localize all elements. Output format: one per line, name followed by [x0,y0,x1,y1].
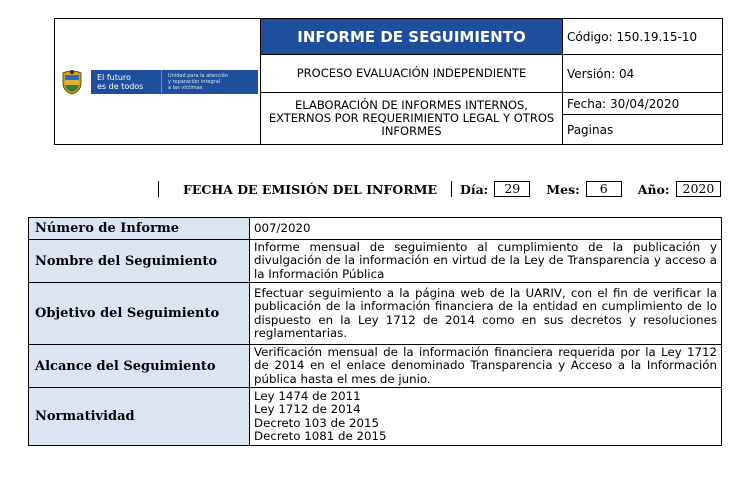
document-pages: Paginas [563,115,723,145]
logo-main-text: El futuro es de todos [91,70,161,94]
normatividad-label: Normatividad [29,388,250,446]
divider [158,181,159,197]
document-title: INFORME DE SEGUIMIENTO [261,19,563,55]
month-label: Mes: [546,182,580,197]
table-row [29,218,722,240]
procedure-name: ELABORACIÓN DE INFORMES INTERNOS, EXTERNOS POR REQUERIMIENTO LEGAL Y OTROS INFORMES [261,93,563,145]
document-code: Código: 150.19.15-10 [563,19,723,55]
objetivo-label: Objetivo del Seguimiento [29,283,250,345]
table-row [29,345,722,388]
document-header [54,18,723,145]
numero-label: Número de Informe [29,218,250,240]
alcance-value: Verificación mensual de la información financiera requerida por la Ley 1712 de 2014 en el enlace denominado Transparencia y Acceso a la Información pública hasta el mes de junio. [250,345,722,388]
process-name: PROCESO EVALUACIÓN INDEPENDIENTE [261,55,563,93]
objetivo-value: Efectuar seguimiento a la página web de la UARIV, con el fin de verificar la publicación de la información financiera de la entidad en cumplimiento de lo dispuesto en la Ley 1712 de 2014 como en sus decretos y resoluciones reglamentarias. [250,283,722,345]
year-label: Año: [637,182,670,197]
emission-date-bar [158,181,721,197]
emission-date-label: FECHA DE EMISIÓN DEL INFORME [183,181,452,197]
nombre-value: Informe mensual de seguimiento al cumplimiento de la publicación y divulgación de la información en virtud de la Ley de Transparencia y acceso a la Información Pública [250,240,722,283]
list-item: Ley 1474 de 2011 [254,388,361,403]
logo-sub-text: Unidad para la atención y reparación integral a las víctimas [161,70,258,94]
colombia-coat-of-arms-icon [61,69,83,95]
nombre-label: Nombre del Seguimiento [29,240,250,283]
list-item: Decreto 103 de 2015 [254,415,380,430]
year-value: 2020 [676,181,722,197]
table-row [29,283,722,345]
alcance-label: Alcance del Seguimiento [29,345,250,388]
day-value: 29 [494,181,530,197]
logo [55,69,260,95]
list-item: Ley 1712 de 2014 [254,402,361,416]
document-date: Fecha: 30/04/2020 [563,93,723,115]
logo-cell [55,19,261,145]
normatividad-list [250,388,722,446]
document-version: Versión: 04 [563,55,723,93]
report-details-table [28,217,722,446]
month-value: 6 [586,181,622,197]
day-label: Día: [459,182,489,197]
table-row [29,240,722,283]
list-item: Decreto 1081 de 2015 [254,429,387,443]
table-row [29,388,722,446]
numero-value: 007/2020 [250,218,722,240]
